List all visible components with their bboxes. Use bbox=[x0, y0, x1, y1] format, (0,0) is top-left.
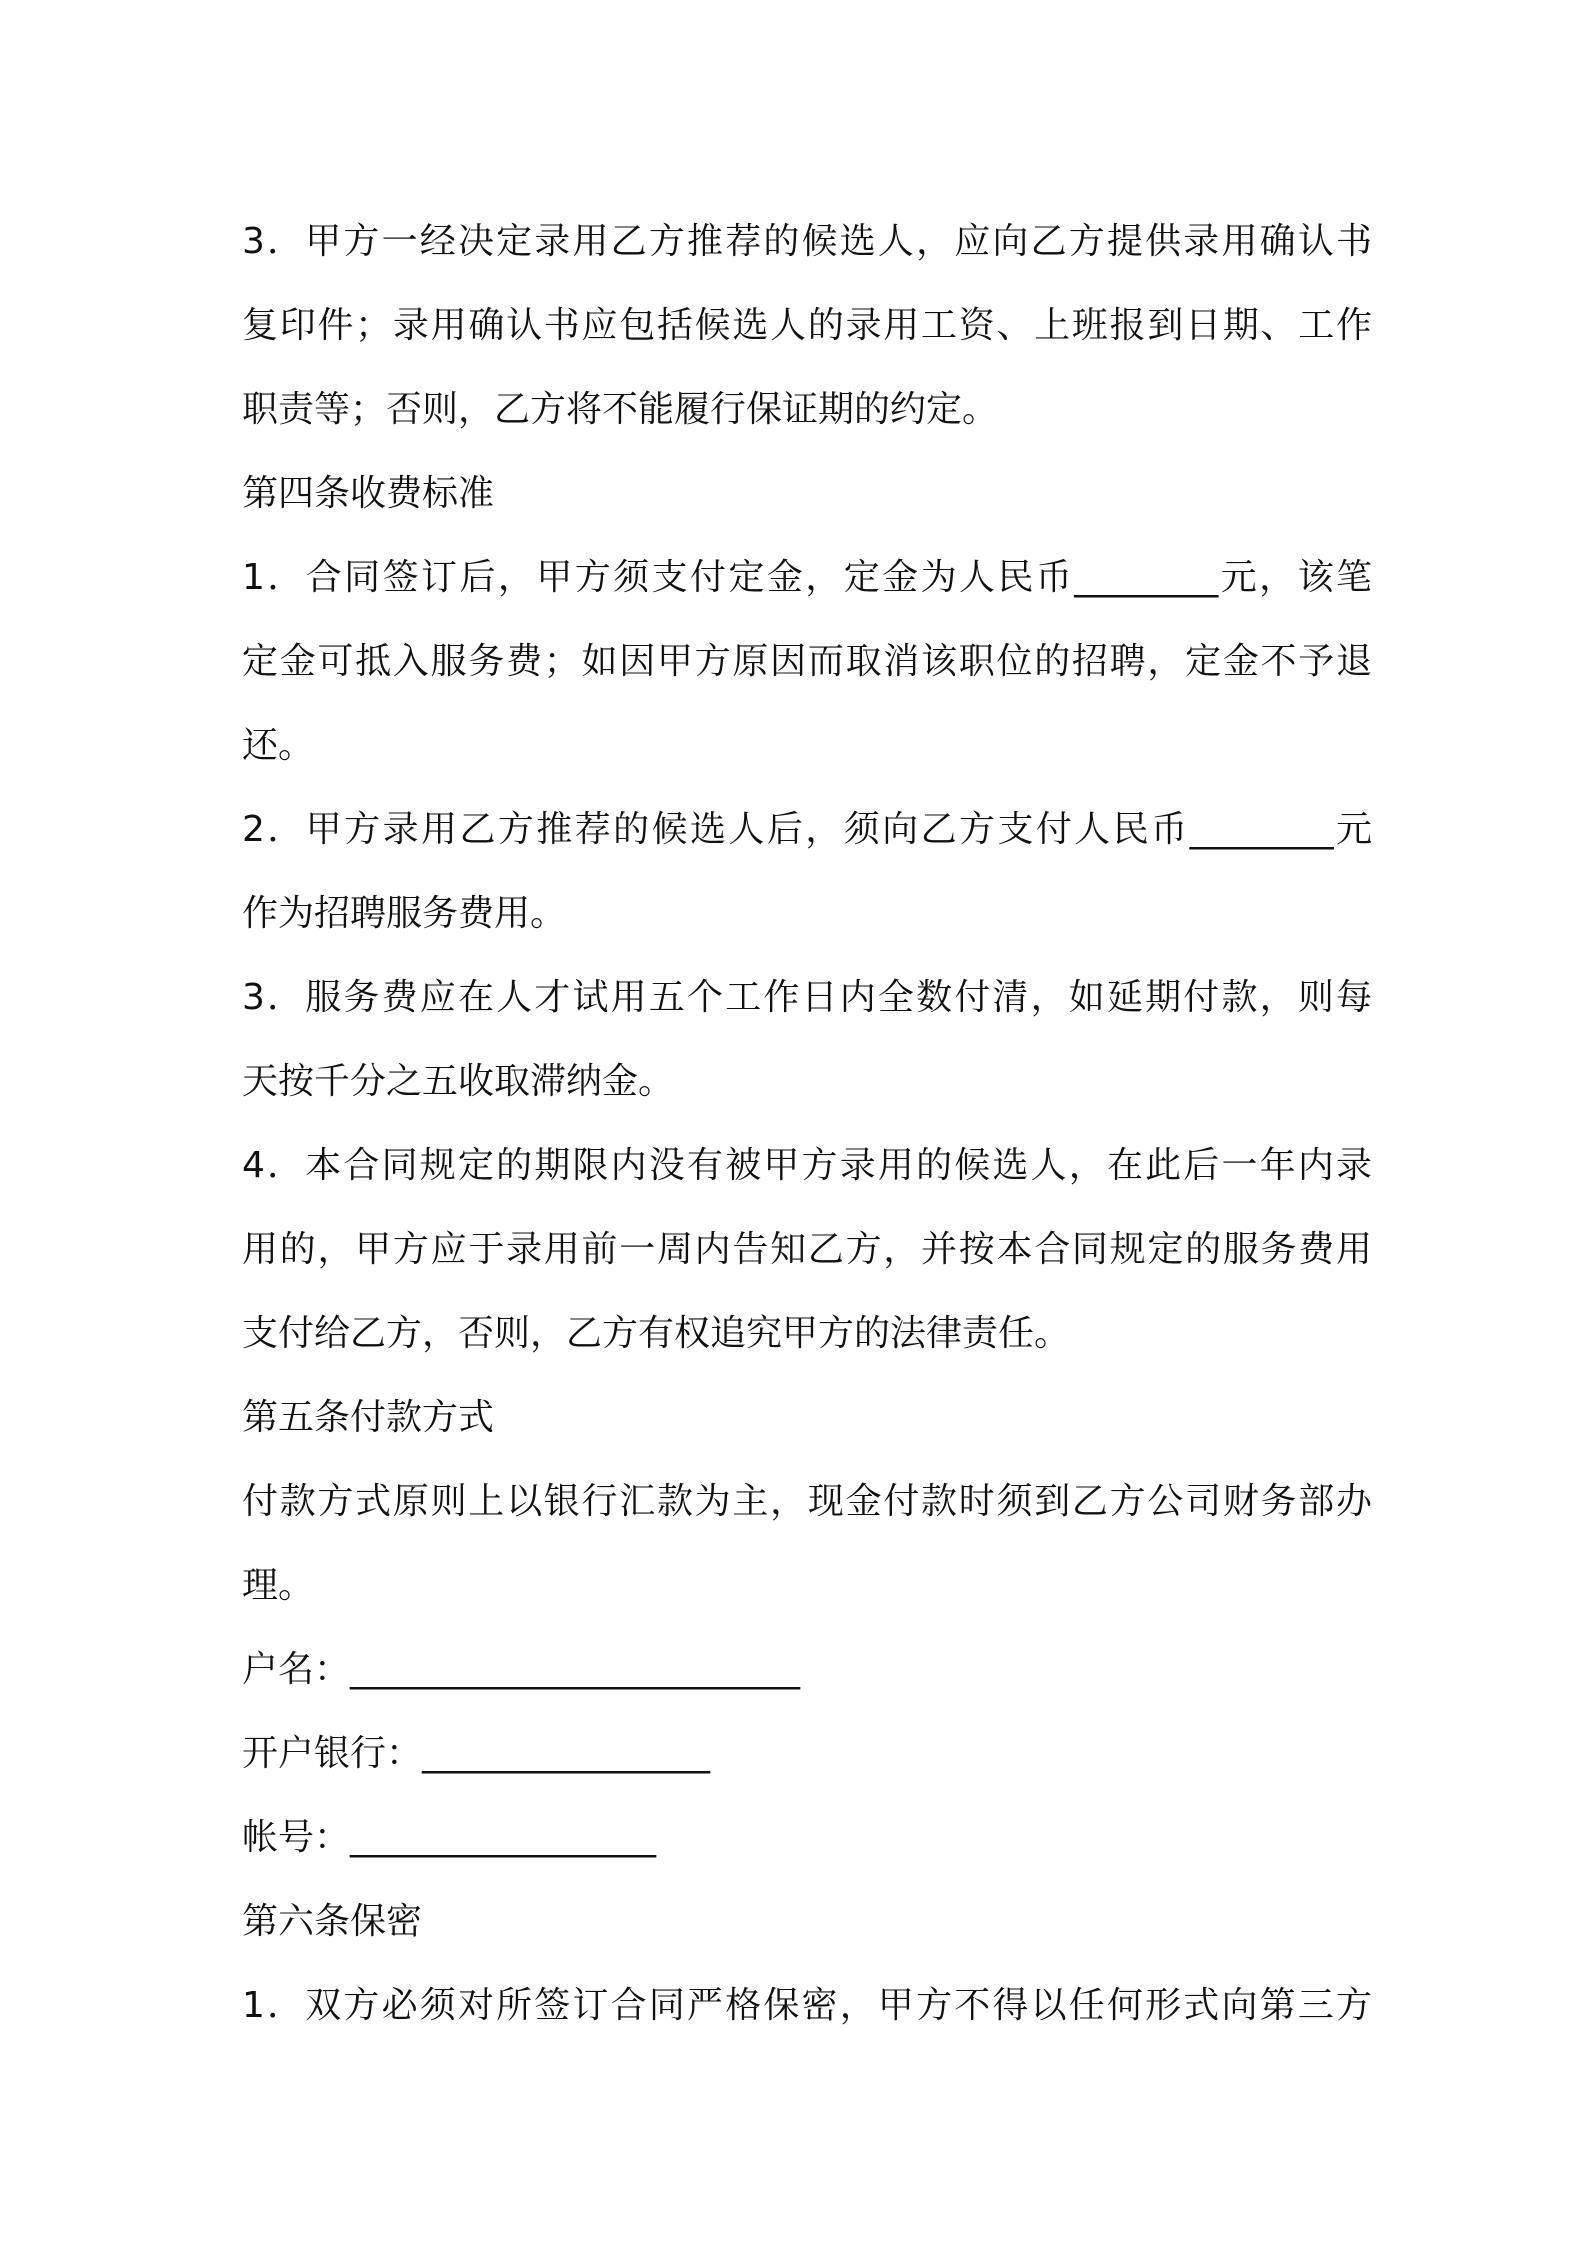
fee-item-2-line-2: 作为招聘服务费用。 bbox=[242, 893, 567, 934]
confidentiality-item-1-line-1: 1．双方必须对所签订合同严格保密，甲方不得以任何形式向第三方 bbox=[242, 1985, 1372, 2026]
bank-name-field: 开户银行：________________ bbox=[242, 1733, 711, 1774]
fee-item-3-line-2: 天按千分之五收取滞纳金。 bbox=[242, 1061, 675, 1102]
clause-3-line-3: 职责等；否则，乙方将不能履行保证期的约定。 bbox=[242, 389, 999, 430]
section-heading-confidentiality: 第六条保密 bbox=[242, 1901, 423, 1942]
account-number-field: 帐号：_________________ bbox=[242, 1817, 657, 1858]
fee-item-2-line-1: 2．甲方录用乙方推荐的候选人后，须向乙方支付人民币________元 bbox=[242, 809, 1372, 850]
clause-3-line-2: 复印件；录用确认书应包括候选人的录用工资、上班报到日期、工作 bbox=[242, 305, 1372, 346]
payment-method-line-1: 付款方式原则上以银行汇款为主，现金付款时须到乙方公司财务部办 bbox=[242, 1481, 1372, 1522]
account-name-field: 户名：_________________________ bbox=[242, 1649, 801, 1690]
fee-item-4-line-2: 用的，甲方应于录用前一周内告知乙方，并按本合同规定的服务费用 bbox=[242, 1229, 1372, 1270]
fee-item-4-line-3: 支付给乙方，否则，乙方有权追究甲方的法律责任。 bbox=[242, 1313, 1071, 1354]
fee-item-1-line-1: 1．合同签订后，甲方须支付定金，定金为人民币________元，该笔 bbox=[242, 557, 1372, 598]
payment-method-line-2: 理。 bbox=[242, 1565, 315, 1606]
contract-text-body bbox=[242, 200, 1372, 2048]
fee-item-3-line-1: 3．服务费应在人才试用五个工作日内全数付清，如延期付款，则每 bbox=[242, 977, 1372, 1018]
fee-item-1-line-2: 定金可抵入服务费；如因甲方原因而取消该职位的招聘，定金不予退 bbox=[242, 641, 1372, 682]
section-heading-fees: 第四条收费标准 bbox=[242, 473, 495, 514]
clause-3-line-1: 3．甲方一经决定录用乙方推荐的候选人，应向乙方提供录用确认书 bbox=[242, 221, 1372, 262]
section-heading-payment: 第五条付款方式 bbox=[242, 1397, 495, 1438]
fee-item-4-line-1: 4．本合同规定的期限内没有被甲方录用的候选人，在此后一年内录 bbox=[242, 1145, 1372, 1186]
fee-item-1-line-3: 还。 bbox=[242, 725, 315, 766]
